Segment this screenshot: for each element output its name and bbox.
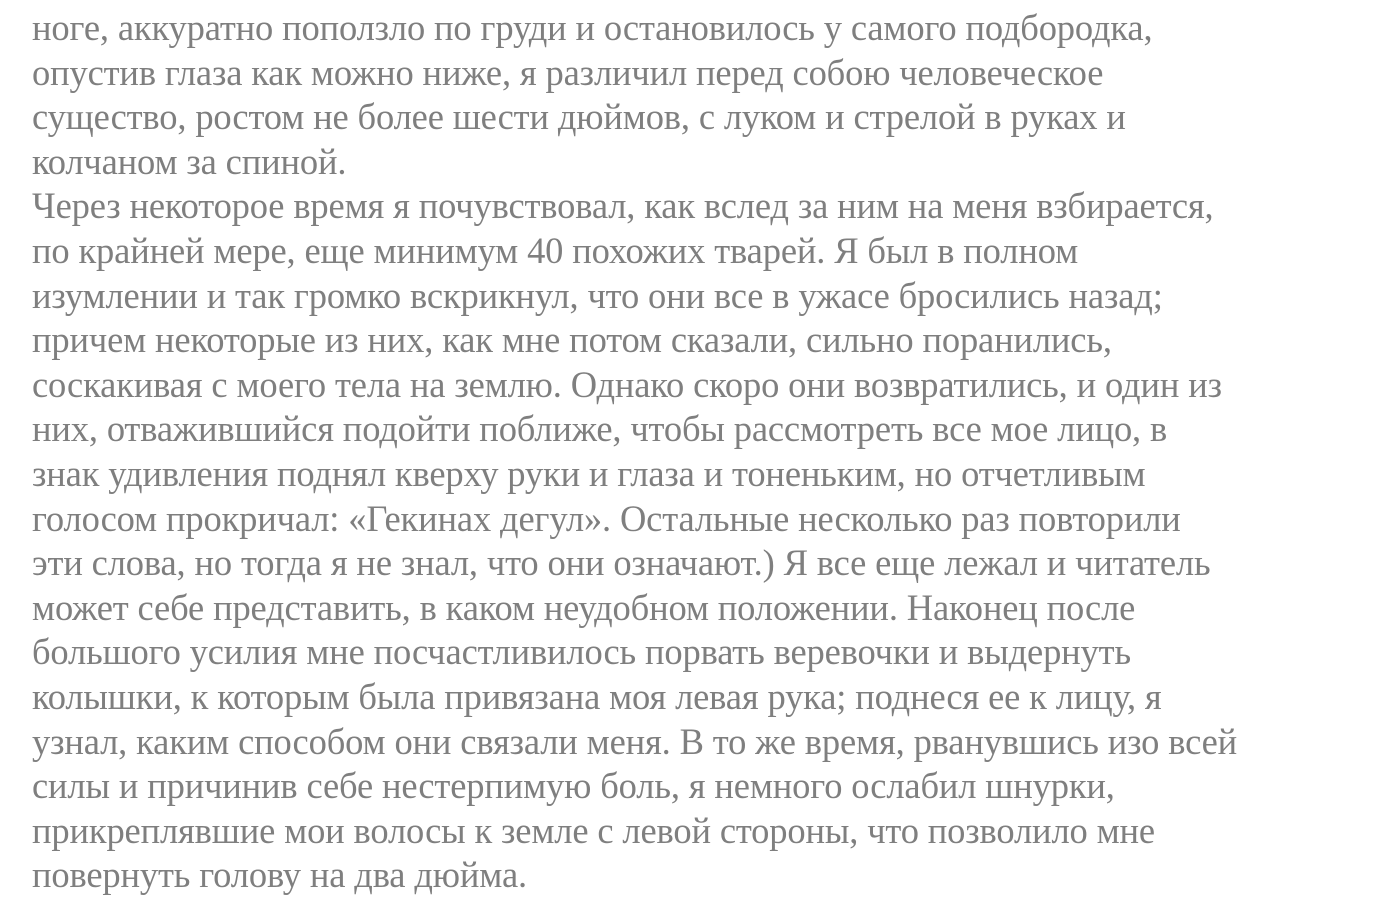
text-line: причем некоторые из них, как мне потом сказали, сильно поранились, [32, 319, 1112, 361]
text-line: большого усилия мне посчастливилось порвать веревочки и выдернуть [32, 631, 1131, 673]
text-line: Через некоторое время я почувствовал, как вслед за ним на меня взбирается, [32, 185, 1214, 227]
text-line: существо, ростом не более шести дюймов, с луком и стрелой в руках и [32, 96, 1126, 138]
text-line: может себе представить, в каком неудобном положении. Наконец после [32, 586, 1136, 628]
text-line: повернуть голову на два дюйма. [32, 854, 527, 896]
document-body [32, 6, 1372, 898]
text-line: узнал, каким способом они связали меня. В то же время, рванувшись изо всей [32, 720, 1238, 762]
text-line: силы и причинив себе нестерпимую боль, я немного ослабил шнурки, [32, 765, 1115, 807]
text-line: колчаном за спиной. [32, 140, 347, 182]
text-line: эти слова, но тогда я не знал, что они означают.) Я все еще лежал и читатель [32, 542, 1211, 584]
text-line: опустив глаза как можно ниже, я различил перед собою человеческое [32, 51, 1104, 93]
text-line: прикреплявшие мои волосы к земле с левой стороны, что позволило мне [32, 809, 1155, 851]
text-line: голосом прокричал: «Гекинах дегул». Остальные несколько раз повторили [32, 497, 1181, 539]
text-line: изумлении и так громко вскрикнул, что они все в ужасе бросились назад; [32, 274, 1163, 316]
text-line: них, отважившийся подойти поближе, чтобы рассмотреть все мое лицо, в [32, 408, 1168, 450]
text-line: ноге, аккуратно поползло по груди и остановилось у самого подбородка, [32, 7, 1153, 48]
text-line: колышки, к которым была привязана моя левая рука; поднеся ее к лицу, я [32, 675, 1162, 717]
text-line: знак удивления поднял кверху руки и глаза и тоненьким, но отчетливым [32, 452, 1146, 494]
text-line: по крайней мере, еще минимум 40 похожих тварей. Я был в полном [32, 229, 1079, 271]
text-line: соскакивая с моего тела на землю. Однако скоро они возвратились, и один из [32, 363, 1222, 405]
